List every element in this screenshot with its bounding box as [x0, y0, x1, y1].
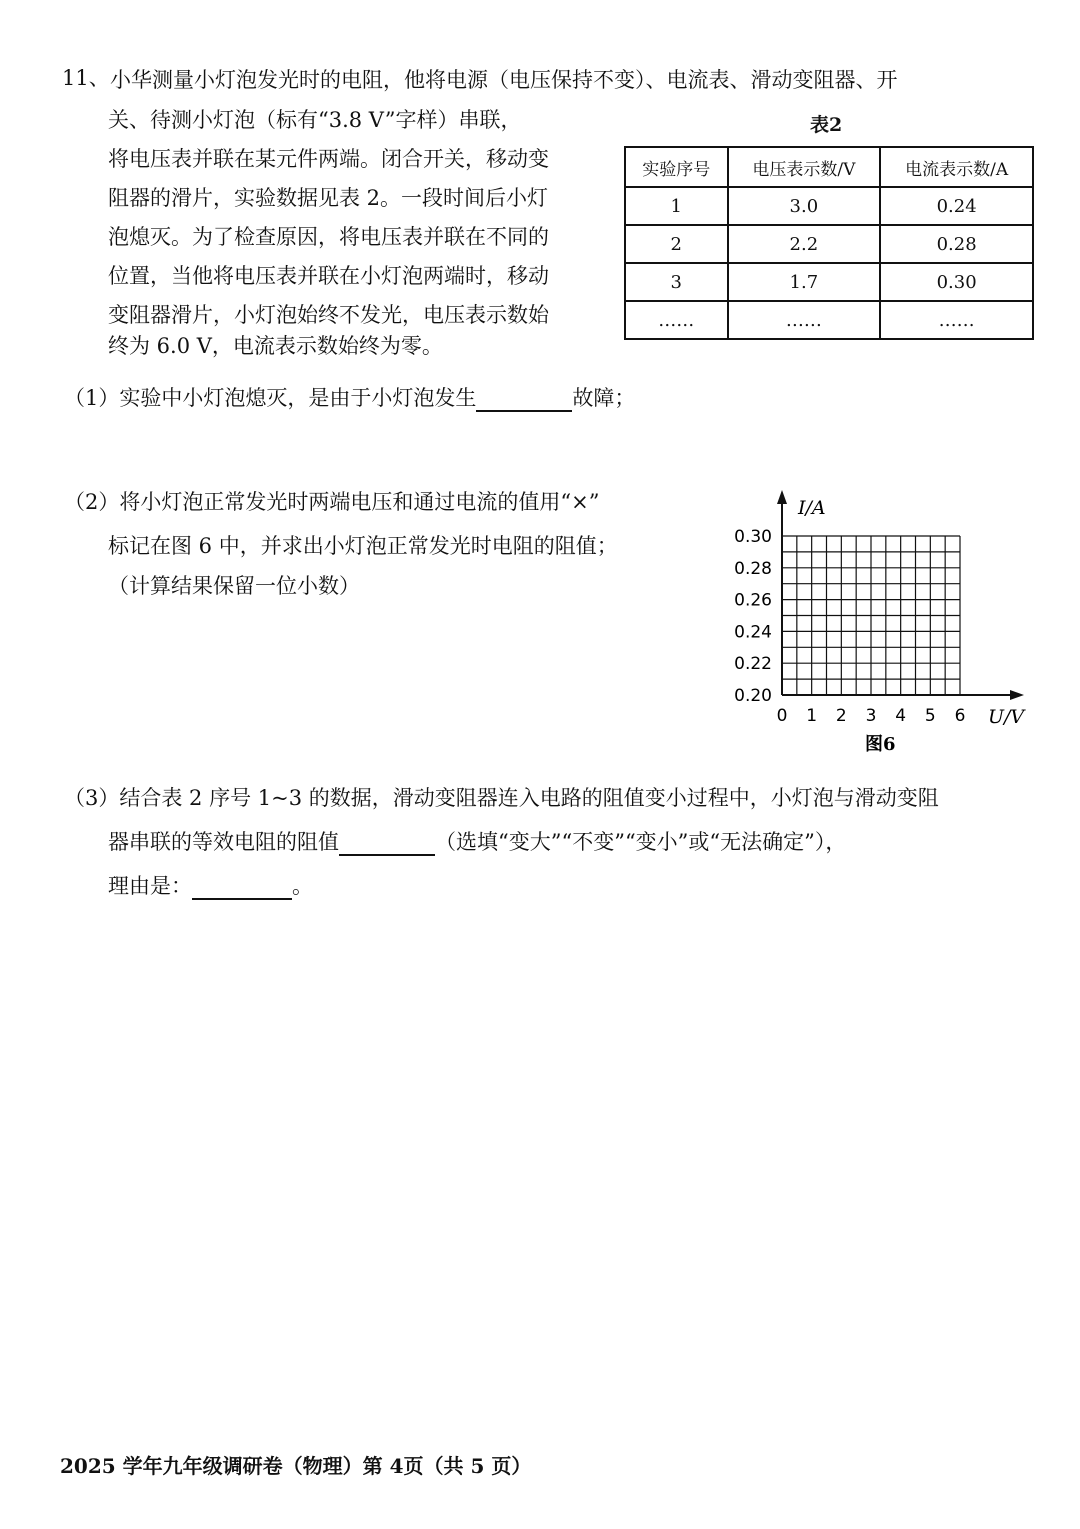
table-cell: ……	[728, 301, 881, 339]
sub2-line-2: 标记在图 6 中，并求出小灯泡正常发光时电阻的阻值；	[108, 534, 618, 558]
y-tick-label: 0.24	[734, 622, 772, 643]
x-tick-label: 5	[924, 706, 936, 726]
sub3-answer-blank-1[interactable]	[339, 828, 435, 856]
y-axis-label: I/A	[798, 497, 826, 519]
sub1-text-after: 故障；	[572, 386, 636, 410]
sub3-text: 理由是：	[108, 874, 192, 898]
table-row	[625, 263, 1033, 301]
intro-line-5: 泡熄灭。为了检查原因，将电压表并联在不同的	[108, 225, 549, 249]
y-tick-label: 0.30	[734, 527, 772, 547]
sub3-text: 。	[292, 874, 313, 898]
sub2-line-3: （计算结果保留一位小数）	[108, 574, 360, 598]
y-tick-label: 0.28	[734, 558, 772, 579]
intro-line-7: 变阻器滑片，小灯泡始终不发光，电压表示数始	[108, 303, 549, 327]
sub3-text: 结合表 2 序号 1~3 的数据，滑动变阻器连入电路的阻值变小过程中，小灯泡与滑动变阻	[119, 786, 939, 810]
table-cell: ……	[625, 301, 728, 339]
table-cell: 3.0	[728, 187, 881, 225]
table-header: 电流表示数/A	[880, 147, 1033, 187]
intro-line-4: 阻器的滑片，实验数据见表 2。一段时间后小灯	[108, 186, 549, 210]
sub3-text: （选填“变大”“不变”“变小”或“无法确定”），	[435, 830, 847, 854]
page-footer: 2025 学年九年级调研卷（物理）第 4页（共 5 页）	[60, 1454, 532, 1478]
x-tick-label: 0	[776, 706, 788, 726]
x-axis-label: U/V	[988, 706, 1025, 728]
intro-line-6: 位置，当他将电压表并联在小灯泡两端时，移动	[108, 264, 549, 288]
question-number: 11、	[62, 66, 110, 90]
table-caption: 表2	[810, 114, 843, 136]
intro-line-2: 关、待测小灯泡（标有“3.8 V”字样）串联，	[108, 108, 522, 132]
sub-question-1	[64, 382, 635, 412]
y-tick-label: 0.26	[734, 590, 772, 611]
x-tick-label: 4	[895, 706, 907, 726]
sub3-text: 器串联的等效电阻的阻值	[108, 830, 339, 854]
sub3-label: （3）	[64, 786, 120, 810]
x-tick-label: 6	[954, 706, 966, 726]
figure-6-graph	[720, 488, 1050, 763]
table-row	[625, 301, 1033, 339]
x-axis-arrow	[1010, 690, 1024, 700]
graph-grid	[782, 536, 960, 695]
table-header-row	[625, 147, 1033, 187]
sub2-text: 将小灯泡正常发光时两端电压和通过电流的值用“×”	[119, 490, 600, 514]
sub1-label: （1）	[64, 386, 120, 410]
sub3-line-2	[108, 826, 846, 856]
sub2-label: （2）	[64, 490, 120, 514]
sub3-answer-blank-2[interactable]	[192, 872, 292, 900]
sub3-line-3	[108, 870, 313, 900]
table-header: 电压表示数/V	[728, 147, 881, 187]
y-tick-label: 0.20	[734, 686, 772, 706]
sub2-line-1	[64, 486, 599, 516]
table-cell: 0.28	[880, 225, 1033, 263]
x-tick-label: 2	[835, 706, 847, 726]
table-cell: 1	[625, 187, 728, 225]
intro-line-1: 小华测量小灯泡发光时的电阻，他将电源（电压保持不变）、电流表、滑动变阻器、开	[110, 68, 898, 92]
x-tick-label: 1	[806, 706, 818, 726]
sub3-line-1	[64, 782, 939, 812]
table-cell: 1.7	[728, 263, 881, 301]
table-cell: 2.2	[728, 225, 881, 263]
table-cell: 0.30	[880, 263, 1033, 301]
table-row	[625, 187, 1033, 225]
x-tick-label: 3	[865, 706, 877, 726]
table-cell: ……	[880, 301, 1033, 339]
table-cell: 3	[625, 263, 728, 301]
table-row	[625, 225, 1033, 263]
table-header: 实验序号	[625, 147, 728, 187]
intro-line-3: 将电压表并联在某元件两端。闭合开关，移动变	[108, 147, 549, 171]
y-tick-label: 0.22	[734, 654, 772, 675]
table-cell: 2	[625, 225, 728, 263]
sub1-text: 实验中小灯泡熄灭，是由于小灯泡发生	[119, 386, 477, 410]
data-table	[624, 146, 1034, 340]
y-axis-arrow	[777, 490, 787, 504]
figure-caption: 图6	[865, 734, 896, 755]
sub1-answer-blank[interactable]	[476, 384, 572, 412]
intro-line-8: 终为 6.0 V，电流表示数始终为零。	[108, 334, 443, 358]
table-cell: 0.24	[880, 187, 1033, 225]
